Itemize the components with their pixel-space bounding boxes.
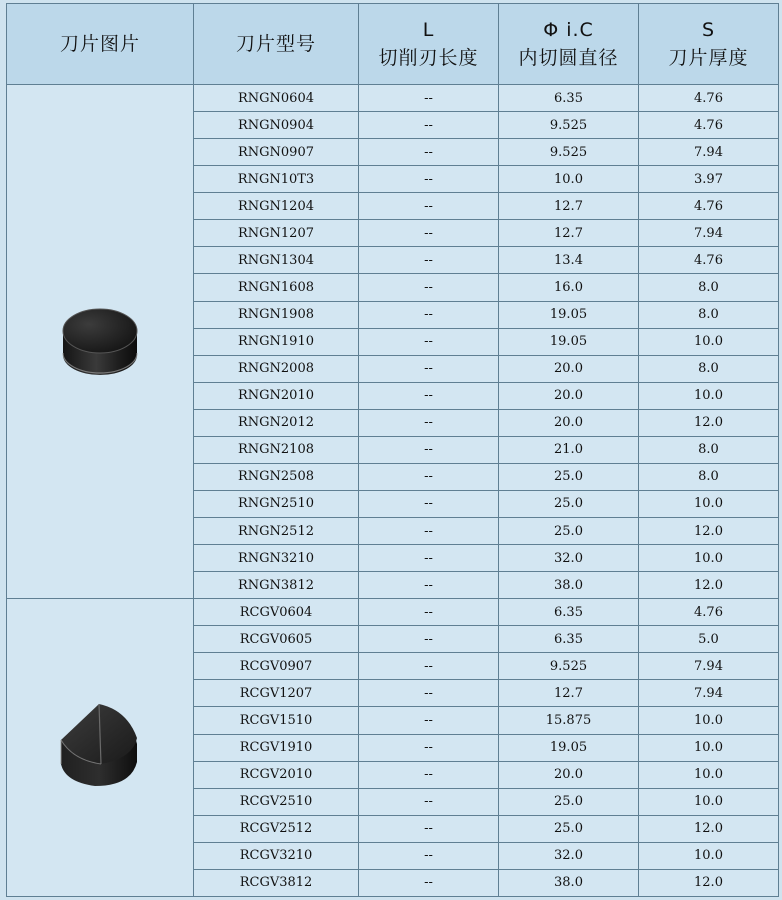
model-cell: RNGN1608 — [194, 274, 359, 301]
cutting-edge-length-cell: -- — [359, 869, 499, 896]
model-cell: RCGV1510 — [194, 707, 359, 734]
thickness-cell: 10.0 — [639, 842, 779, 869]
inscribed-circle-cell: 6.35 — [499, 626, 639, 653]
cutting-edge-length-cell: -- — [359, 788, 499, 815]
inscribed-circle-cell: 25.0 — [499, 518, 639, 545]
cutting-edge-length-cell: -- — [359, 112, 499, 139]
header-s-code: S — [701, 19, 716, 41]
cutting-edge-length-cell: -- — [359, 734, 499, 761]
thickness-cell: 4.76 — [639, 85, 779, 112]
cutting-edge-length-cell: -- — [359, 626, 499, 653]
header-image — [7, 4, 194, 85]
cutting-edge-length-cell: -- — [359, 707, 499, 734]
inscribed-circle-cell: 12.7 — [499, 680, 639, 707]
cutting-edge-length-cell: -- — [359, 680, 499, 707]
round-insert-icon — [7, 297, 193, 387]
table-body — [7, 85, 779, 897]
pointed-insert-icon — [7, 698, 193, 798]
thickness-cell: 4.76 — [639, 247, 779, 274]
inscribed-circle-cell: 20.0 — [499, 382, 639, 409]
cutting-edge-length-cell: -- — [359, 274, 499, 301]
inscribed-circle-cell: 6.35 — [499, 599, 639, 626]
thickness-cell: 12.0 — [639, 869, 779, 896]
cutting-edge-length-cell: -- — [359, 193, 499, 220]
thickness-cell: 12.0 — [639, 409, 779, 436]
cutting-edge-length-cell: -- — [359, 85, 499, 112]
model-cell: RNGN1304 — [194, 247, 359, 274]
model-cell: RNGN3812 — [194, 572, 359, 599]
cutting-edge-length-cell: -- — [359, 220, 499, 247]
model-cell: RNGN2508 — [194, 463, 359, 490]
inscribed-circle-cell: 16.0 — [499, 274, 639, 301]
table-row — [7, 85, 779, 112]
thickness-cell: 12.0 — [639, 572, 779, 599]
header-ic-name: 内切圆直径 — [518, 47, 619, 69]
header-ic-code: Φ i.C — [543, 19, 594, 41]
inscribed-circle-cell: 25.0 — [499, 463, 639, 490]
thickness-cell: 10.0 — [639, 490, 779, 517]
model-cell: RCGV1910 — [194, 734, 359, 761]
inscribed-circle-cell: 9.525 — [499, 112, 639, 139]
inscribed-circle-cell: 20.0 — [499, 761, 639, 788]
thickness-cell: 7.94 — [639, 220, 779, 247]
header-s-name: 刀片厚度 — [668, 47, 749, 69]
model-cell: RCGV1207 — [194, 680, 359, 707]
cutting-edge-length-cell: -- — [359, 382, 499, 409]
inscribed-circle-cell: 32.0 — [499, 545, 639, 572]
thickness-cell: 4.76 — [639, 112, 779, 139]
model-cell: RNGN1908 — [194, 301, 359, 328]
inscribed-circle-cell: 25.0 — [499, 788, 639, 815]
inscribed-circle-cell: 10.0 — [499, 166, 639, 193]
thickness-cell: 8.0 — [639, 301, 779, 328]
inscribed-circle-cell: 25.0 — [499, 490, 639, 517]
header-image-label: 刀片图片 — [59, 33, 140, 55]
model-cell: RNGN0904 — [194, 112, 359, 139]
cutting-edge-length-cell: -- — [359, 166, 499, 193]
thickness-cell: 10.0 — [639, 707, 779, 734]
model-cell: RNGN2012 — [194, 409, 359, 436]
model-cell: RNGN2008 — [194, 355, 359, 382]
inscribed-circle-cell: 21.0 — [499, 436, 639, 463]
thickness-cell: 7.94 — [639, 680, 779, 707]
cutting-edge-length-cell: -- — [359, 139, 499, 166]
inscribed-circle-cell: 38.0 — [499, 572, 639, 599]
thickness-cell: 8.0 — [639, 463, 779, 490]
thickness-cell: 7.94 — [639, 139, 779, 166]
inscribed-circle-cell: 15.875 — [499, 707, 639, 734]
model-cell: RNGN1207 — [194, 220, 359, 247]
model-cell: RNGN2512 — [194, 518, 359, 545]
header-ic — [499, 4, 639, 85]
inscribed-circle-cell: 32.0 — [499, 842, 639, 869]
thickness-cell: 8.0 — [639, 274, 779, 301]
cutting-edge-length-cell: -- — [359, 815, 499, 842]
model-cell: RCGV3812 — [194, 869, 359, 896]
cutting-edge-length-cell: -- — [359, 436, 499, 463]
inscribed-circle-cell: 13.4 — [499, 247, 639, 274]
header-model — [194, 4, 359, 85]
thickness-cell: 5.0 — [639, 626, 779, 653]
model-cell: RNGN1204 — [194, 193, 359, 220]
insert-spec-table — [6, 3, 779, 897]
thickness-cell: 10.0 — [639, 382, 779, 409]
inscribed-circle-cell: 20.0 — [499, 355, 639, 382]
model-cell: RNGN2108 — [194, 436, 359, 463]
thickness-cell: 12.0 — [639, 815, 779, 842]
model-cell: RNGN0907 — [194, 139, 359, 166]
cutting-edge-length-cell: -- — [359, 653, 499, 680]
model-cell: RNGN10T3 — [194, 166, 359, 193]
header-row — [7, 4, 779, 85]
thickness-cell: 8.0 — [639, 355, 779, 382]
thickness-cell: 10.0 — [639, 761, 779, 788]
model-cell: RCGV2010 — [194, 761, 359, 788]
cutting-edge-length-cell: -- — [359, 409, 499, 436]
thickness-cell: 10.0 — [639, 788, 779, 815]
thickness-cell: 10.0 — [639, 545, 779, 572]
inscribed-circle-cell: 12.7 — [499, 220, 639, 247]
inscribed-circle-cell: 25.0 — [499, 815, 639, 842]
model-cell: RNGN0604 — [194, 85, 359, 112]
model-cell: RCGV3210 — [194, 842, 359, 869]
thickness-cell: 8.0 — [639, 436, 779, 463]
table-row — [7, 599, 779, 626]
cutting-edge-length-cell: -- — [359, 842, 499, 869]
cutting-edge-length-cell: -- — [359, 761, 499, 788]
inscribed-circle-cell: 38.0 — [499, 869, 639, 896]
model-cell: RNGN1910 — [194, 328, 359, 355]
header-model-label: 刀片型号 — [235, 33, 316, 55]
header-l-code: L — [422, 19, 435, 41]
cutting-edge-length-cell: -- — [359, 545, 499, 572]
model-cell: RNGN2510 — [194, 490, 359, 517]
insert-image-cell — [7, 599, 194, 897]
model-cell: RCGV0604 — [194, 599, 359, 626]
cutting-edge-length-cell: -- — [359, 355, 499, 382]
inscribed-circle-cell: 6.35 — [499, 85, 639, 112]
model-cell: RCGV0605 — [194, 626, 359, 653]
thickness-cell: 7.94 — [639, 653, 779, 680]
cutting-edge-length-cell: -- — [359, 247, 499, 274]
header-l — [359, 4, 499, 85]
inscribed-circle-cell: 19.05 — [499, 328, 639, 355]
header-l-name: 切削刃长度 — [378, 47, 479, 69]
inscribed-circle-cell: 20.0 — [499, 409, 639, 436]
thickness-cell: 4.76 — [639, 193, 779, 220]
model-cell: RNGN3210 — [194, 545, 359, 572]
thickness-cell: 10.0 — [639, 734, 779, 761]
thickness-cell: 10.0 — [639, 328, 779, 355]
header-s — [639, 4, 779, 85]
inscribed-circle-cell: 19.05 — [499, 734, 639, 761]
cutting-edge-length-cell: -- — [359, 572, 499, 599]
cutting-edge-length-cell: -- — [359, 518, 499, 545]
cutting-edge-length-cell: -- — [359, 301, 499, 328]
cutting-edge-length-cell: -- — [359, 328, 499, 355]
thickness-cell: 3.97 — [639, 166, 779, 193]
model-cell: RCGV2512 — [194, 815, 359, 842]
insert-image-cell — [7, 85, 194, 599]
cutting-edge-length-cell: -- — [359, 463, 499, 490]
inscribed-circle-cell: 12.7 — [499, 193, 639, 220]
inscribed-circle-cell: 19.05 — [499, 301, 639, 328]
model-cell: RCGV0907 — [194, 653, 359, 680]
model-cell: RCGV2510 — [194, 788, 359, 815]
inscribed-circle-cell: 9.525 — [499, 653, 639, 680]
inscribed-circle-cell: 9.525 — [499, 139, 639, 166]
thickness-cell: 4.76 — [639, 599, 779, 626]
cutting-edge-length-cell: -- — [359, 599, 499, 626]
cutting-edge-length-cell: -- — [359, 490, 499, 517]
thickness-cell: 12.0 — [639, 518, 779, 545]
model-cell: RNGN2010 — [194, 382, 359, 409]
